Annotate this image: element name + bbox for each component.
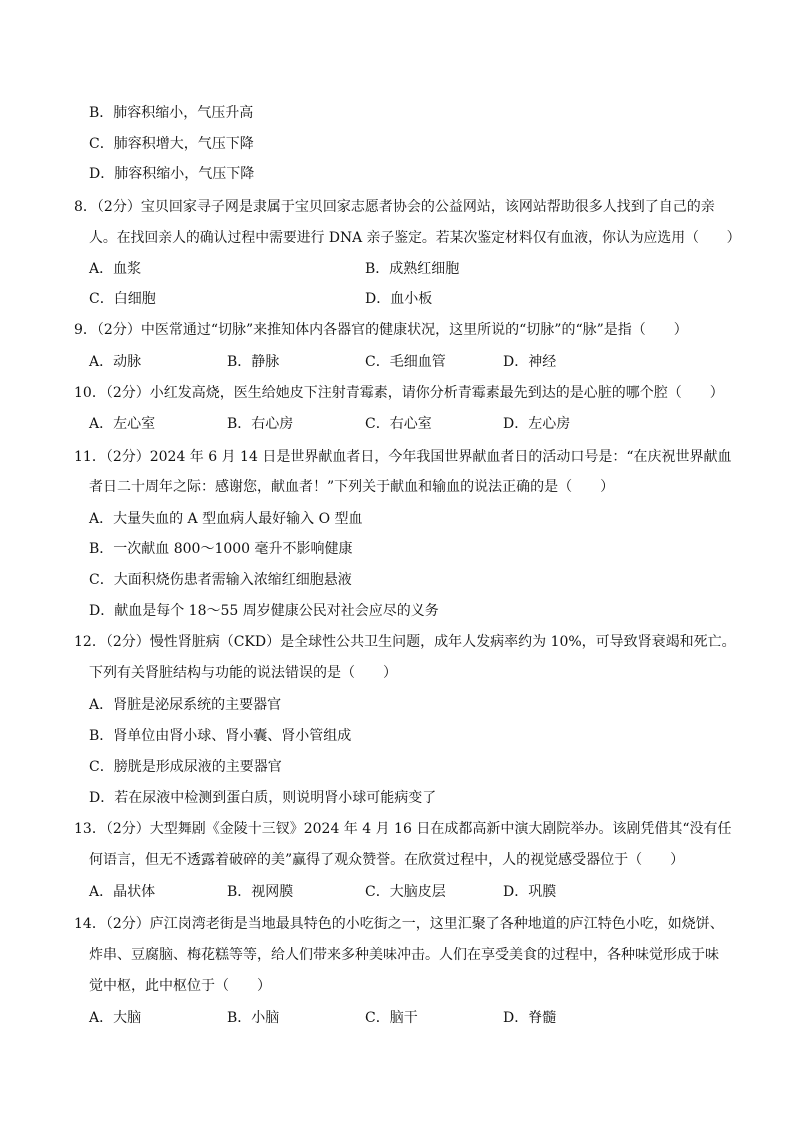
- q8-option-b: B．成熟红细胞: [365, 261, 460, 277]
- q9-options-row: [0, 352, 794, 372]
- q10-options-row: [0, 414, 794, 434]
- q14-option-b: B．小脑: [227, 1010, 280, 1026]
- q12-option-b: B．肾单位由肾小球、肾小囊、肾小管组成: [89, 728, 352, 744]
- q8-stem-line1: 8．（2分）宝贝回家寻子网是隶属于宝贝回家志愿者协会的公益网站，该网站帮助很多人找到了自己的亲: [74, 199, 715, 215]
- q9-option-d: D．神经: [503, 354, 557, 370]
- q7-option-d: D．肺容积缩小，气压下降: [89, 166, 255, 182]
- q14-option-a: A．大脑: [89, 1010, 142, 1026]
- q9-option-b: B．静脉: [227, 354, 280, 370]
- q11-option-c: C．大面积烧伤患者需输入浓缩红细胞悬液: [89, 572, 352, 588]
- q10-option-d: D．左心房: [503, 416, 571, 432]
- q10-option-a: A．左心室: [89, 416, 156, 432]
- q12-stem-line1: 12．（2分）慢性肾脏病（CKD）是全球性公共卫生问题，成年人发病率约为 10%，可导致肾衰竭和死亡。: [74, 634, 736, 650]
- q8-options-row1: [0, 259, 794, 279]
- q13-stem-line1: 13．（2分）大型舞剧《金陵十三钗》2024 年 4 月 16 日在成都高新中演大剧院举办。该剧凭借其“没有任: [74, 821, 732, 837]
- q13-option-c: C．大脑皮层: [365, 884, 446, 900]
- q13-option-d: D．巩膜: [503, 884, 557, 900]
- q10-option-b: B．右心房: [227, 416, 294, 432]
- q14-options-row: [0, 1008, 794, 1028]
- q11-option-b: B．一次献血 800～1000 毫升不影响健康: [89, 541, 353, 557]
- q7-option-c: C．肺容积增大，气压下降: [89, 136, 254, 152]
- q13-options-row: [0, 882, 794, 902]
- q11-option-a: A．大量失血的 A 型血病人最好输入 O 型血: [89, 511, 363, 527]
- q12-stem-line2: 下列有关肾脏结构与功能的说法错误的是（ ）: [89, 665, 397, 681]
- q9-stem-line1: 9．（2分）中医常通过“切脉”来推知体内各器官的健康状况，这里所说的“切脉”的“脉”是指（ ）: [74, 322, 688, 338]
- q14-stem-line1: 14．（2分）庐江岗湾老街是当地最具特色的小吃街之一，这里汇聚了各种地道的庐江特色小吃，如烧饼、: [74, 916, 724, 932]
- q11-option-d: D．献血是每个 18～55 周岁健康公民对社会应尽的义务: [89, 603, 439, 619]
- q12-option-c: C．膀胱是形成尿液的主要器官: [89, 759, 282, 775]
- q12-option-d: D．若在尿液中检测到蛋白质，则说明肾小球可能病变了: [89, 790, 437, 806]
- q12-option-a: A．肾脏是泌尿系统的主要器官: [89, 697, 282, 713]
- q8-option-d: D．血小板: [365, 291, 433, 307]
- q7-option-b: B．肺容积缩小，气压升高: [89, 105, 254, 121]
- q11-stem-line1: 11．（2分）2024 年 6 月 14 日是世界献血者日，今年我国世界献血者日的活动口号是：“在庆祝世界献血: [74, 449, 732, 465]
- q8-options-row2: [0, 289, 794, 309]
- q14-stem-line3: 觉中枢，此中枢位于（ ）: [89, 978, 271, 994]
- q11-stem-line2: 者日二十周年之际：感谢您，献血者！”下列关于献血和输血的说法正确的是（ ）: [89, 479, 615, 495]
- q10-option-c: C．右心室: [365, 416, 432, 432]
- q8-stem-line2: 人。在找回亲人的确认过程中需要进行 DNA 亲子鉴定。若某次鉴定材料仅有血液，你认为应选用（ ）: [89, 230, 741, 246]
- q9-option-c: C．毛细血管: [365, 354, 446, 370]
- q14-option-d: D．脊髓: [503, 1010, 557, 1026]
- q14-option-c: C．脑干: [365, 1010, 418, 1026]
- q13-option-a: A．晶状体: [89, 884, 156, 900]
- q13-stem-line2: 何语言，但无不透露着破碎的美”赢得了观众赞誉。在欣赏过程中，人的视觉感受器位于（ ）: [89, 852, 685, 868]
- q9-option-a: A．动脉: [89, 354, 142, 370]
- q13-option-b: B．视网膜: [227, 884, 294, 900]
- q14-stem-line2: 炸串、豆腐脑、梅花糕等等，给人们带来多种美味冲击。人们在享受美食的过程中，各种味觉形成于味: [89, 947, 719, 963]
- q10-stem-line1: 10．（2分）小红发高烧，医生给她皮下注射青霉素，请你分析青霉素最先到达的是心脏的哪个腔（ ）: [74, 385, 724, 401]
- q8-option-c: C．白细胞: [89, 291, 156, 307]
- q8-option-a: A．血浆: [89, 261, 142, 277]
